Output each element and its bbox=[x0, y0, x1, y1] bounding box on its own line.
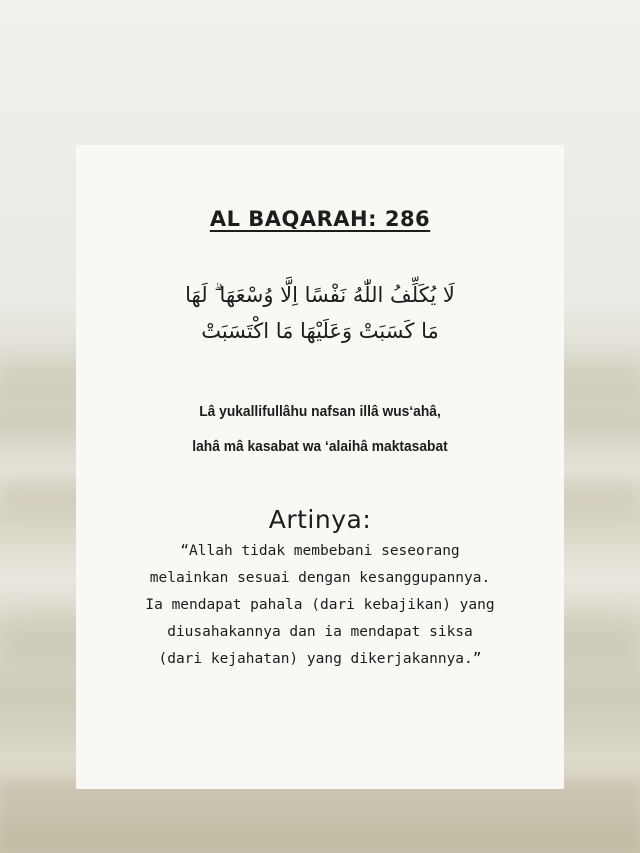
meaning-line-1: “Allah tidak membebani seseorang bbox=[180, 543, 460, 559]
surah-title bbox=[76, 207, 564, 231]
meaning-heading: Artinya: bbox=[268, 505, 372, 534]
background-wash bbox=[0, 780, 640, 853]
meaning-line-5: (dari kejahatan) yang dikerjakannya.” bbox=[158, 651, 482, 667]
meaning-line-4: diusahakannya dan ia mendapat siksa bbox=[167, 624, 473, 640]
surah-title-text: AL BAQARAH: 286 bbox=[209, 207, 431, 231]
transliteration-line-1: Lâ yukallifullâhu nafsan illâ wus‘ahâ, bbox=[199, 403, 441, 420]
meaning-line-3: Ia mendapat pahala (dari kebajikan) yang bbox=[145, 597, 495, 613]
arabic-verse-line-2: مَا كَسَبَتْ وَعَلَيْهَا مَا اكْتَسَبَتْ bbox=[201, 319, 439, 343]
transliteration-line-2: lahâ mâ kasabat wa ‘alaihâ maktasabat bbox=[192, 438, 448, 455]
arabic-verse-line-1: لَا يُكَلِّفُ اللّٰهُ نَفْسًا اِلَّا وُسْعَهَا ۗ لَهَا bbox=[185, 283, 455, 307]
meaning-line-2: melainkan sesuai dengan kesanggupannya. bbox=[149, 570, 491, 586]
verse-card bbox=[76, 145, 564, 789]
